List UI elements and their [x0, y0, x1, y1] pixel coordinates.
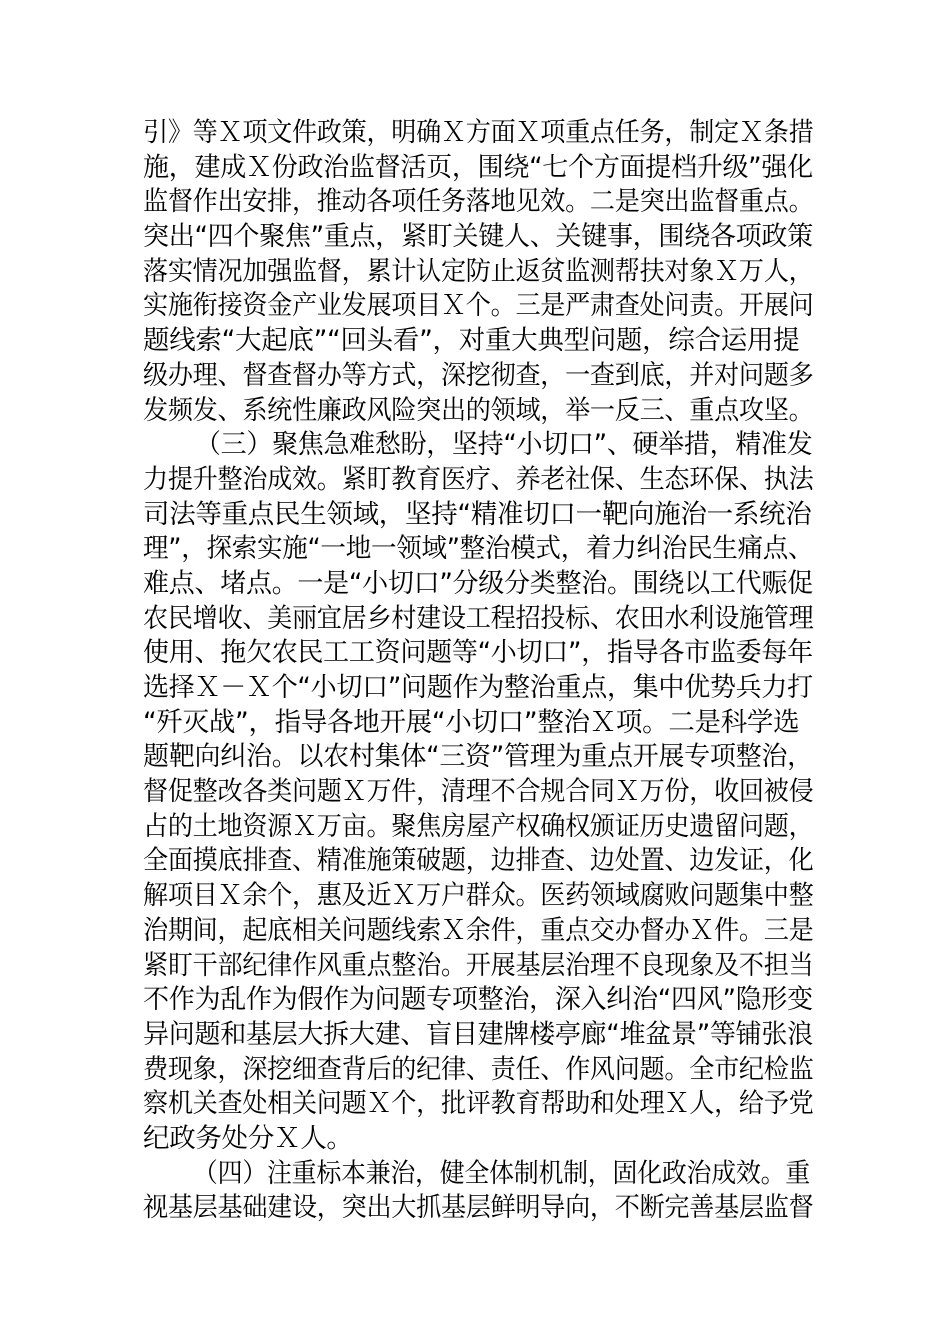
text-line: 督促整改各类问题Ｘ万件，清理不合规合同Ｘ万份，收回被侵 — [143, 776, 814, 808]
text-line: 落实情况加强监督，累计认定防止返贫监测帮扶对象Ｘ万人， — [143, 255, 814, 287]
body-text — [143, 116, 813, 1226]
text-line: 引》等Ｘ项文件政策，明确Ｘ方面Ｘ项重点任务，制定Ｘ条措 — [143, 117, 814, 148]
text-line: 使用、拖欠农民工工资问题等“小切口”，指导各市监委每年 — [143, 637, 813, 669]
text-line: 题靶向纠治。以农村集体“三资”管理为重点开展专项整治， — [143, 741, 813, 773]
text-line: 施，建成Ｘ份政治监督活页，围绕“七个方面提档升级”强化 — [143, 151, 813, 183]
text-line: （四）注重标本兼治，健全体制机制，固化政治成效。重 — [192, 1157, 810, 1189]
text-line: 视基层基础建设，突出大抓基层鲜明导向，不断完善基层监督 — [143, 1192, 814, 1224]
text-line: 理”，探索实施“一地一领域”整治模式，着力纠治民生痛点、 — [143, 533, 814, 565]
text-line: 力提升整治成效。紧盯教育医疗、养老社保、生态环保、执法 — [143, 463, 814, 495]
text-line: 农民增收、美丽宜居乡村建设工程招投标、农田水利设施管理 — [143, 602, 814, 634]
text-line: 选择Ｘ－Ｘ个“小切口”问题作为整治重点，集中优势兵力打 — [143, 672, 813, 703]
text-line: 全面摸底排查、精准施策破题，边排查、边处置、边发证，化 — [143, 845, 814, 877]
text-line: 费现象，深挖细查背后的纪律、责任、作风问题。全市纪检监 — [143, 1053, 814, 1085]
text-line: 发频发、系统性廉政风险突出的领域，举一反三、重点攻坚。 — [143, 394, 814, 426]
text-line: （三）聚焦急难愁盼，坚持“小切口”、硬举措，精准发 — [194, 429, 813, 461]
text-line: 题线索“大起底”“回头看”，对重大典型问题，综合运用提 — [143, 325, 800, 357]
text-line: 紧盯干部纪律作风重点整治。开展基层治理不良现象及不担当 — [143, 949, 814, 981]
text-line: 实施衔接资金产业发展项目Ｘ个。三是严肃查处问责。开展问 — [143, 290, 814, 322]
text-line: 难点、堵点。一是“小切口”分级分类整治。围绕以工代赈促 — [143, 567, 813, 599]
text-line: 纪政务处分Ｘ人。 — [143, 1122, 353, 1154]
text-line: 级办理、督查督办等方式，深挖彻查，一查到底，并对问题多 — [143, 359, 814, 391]
text-line: 监督作出安排，推动各项任务落地见效。二是突出监督重点。 — [143, 186, 814, 218]
text-line: “歼灭战”，指导各地开展“小切口”整治Ｘ项。二是科学选 — [143, 706, 800, 738]
text-line: 治期间，起底相关问题线索Ｘ余件，重点交办督办Ｘ件。三是 — [143, 914, 814, 946]
text-line: 解项目Ｘ余个，惠及近Ｘ万户群众。医药领域腐败问题集中整 — [143, 880, 814, 912]
text-line: 突出“四个聚焦”重点，紧盯关键人、关键事，围绕各项政策 — [143, 221, 813, 253]
text-line: 不作为乱作为假作为问题专项整治，深入纠治“四风”隐形变 — [143, 984, 813, 1016]
text-line: 察机关查处相关问题Ｘ个，批评教育帮助和处理Ｘ人，给予党 — [143, 1088, 814, 1120]
text-line: 占的土地资源Ｘ万亩。聚焦房屋产权确权颁证历史遗留问题， — [143, 810, 814, 842]
text-line: 异问题和基层大拆大建、盲目建牌楼亭廊“堆盆景”等铺张浪 — [143, 1018, 813, 1050]
text-line: 司法等重点民生领域，坚持“精准切口一靶向施治一系统治 — [143, 498, 812, 530]
